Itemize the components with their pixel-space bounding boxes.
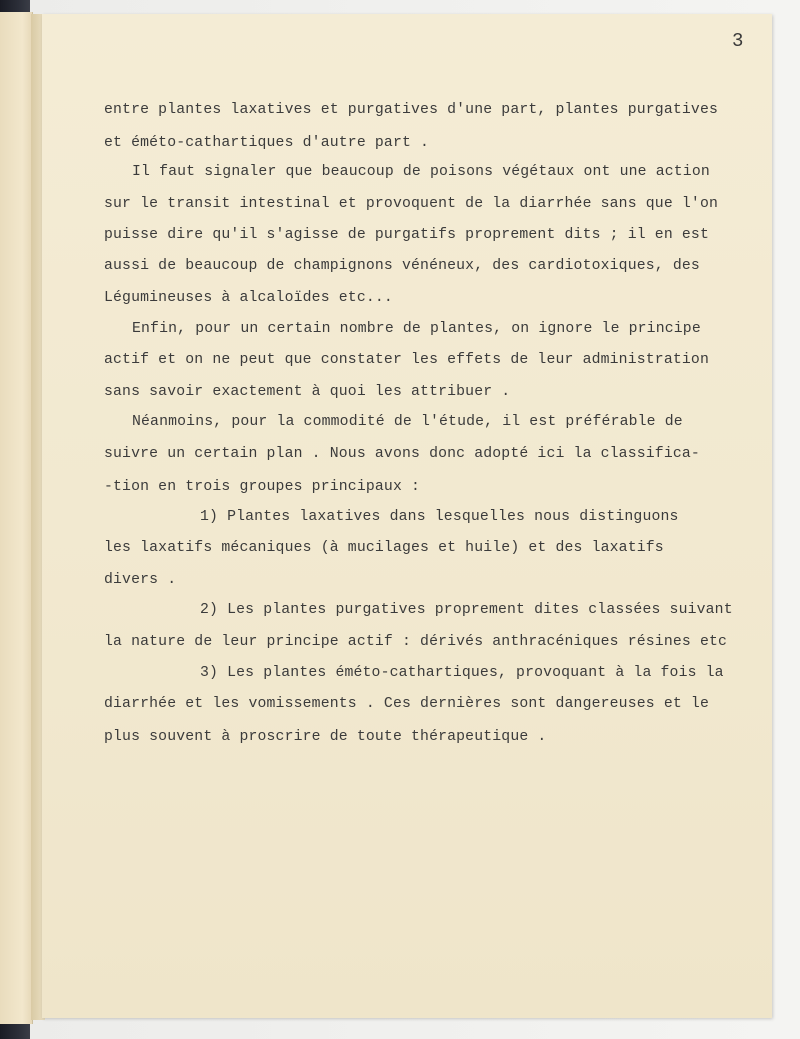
list-item-1: 1) Plantes laxatives dans lesquelles nous distinguons [200, 509, 679, 525]
text-line: divers . [104, 572, 177, 588]
text-line: aussi de beaucoup de champignons vénéneux, des cardiotoxiques, des [104, 258, 700, 274]
text-line: sur le transit intestinal et provoquent de la diarrhée sans que l'on [104, 196, 719, 212]
text-line: les laxatifs mécaniques (à mucilages et huile) et des laxatifs [104, 540, 664, 556]
document-page [42, 14, 772, 1018]
text-line: -tion en trois groupes principaux : [104, 479, 421, 495]
text-line: plus souvent à proscrire de toute thérapeutique . [104, 729, 547, 745]
text-line: suivre un certain plan . Nous avons donc adopté ici la classifica- [104, 446, 700, 462]
text-line: actif et on ne peut que constater les effets de leur administration [104, 352, 709, 368]
text-line: Il faut signaler que beaucoup de poisons végétaux ont une action [132, 164, 710, 180]
text-line: entre plantes laxatives et purgatives d'une part, plantes purgatives [104, 102, 719, 118]
text-line: sans savoir exactement à quoi les attribuer . [104, 384, 511, 400]
page-number: 3 [732, 30, 744, 52]
text-line: la nature de leur principe actif : dérivés anthracéniques résines etc [104, 634, 728, 650]
text-line: Néanmoins, pour la commodité de l'étude, il est préférable de [132, 414, 683, 430]
list-item-2: 2) Les plantes purgatives proprement dites classées suivant [200, 602, 733, 618]
list-item-3: 3) Les plantes éméto-cathartiques, provoquant à la fois la [200, 665, 724, 681]
facing-page-edge [0, 12, 33, 1024]
text-line: et éméto-cathartiques d'autre part . [104, 135, 430, 151]
text-line: Enfin, pour un certain nombre de plantes, on ignore le principe [132, 321, 701, 337]
text-line: puisse dire qu'il s'agisse de purgatifs proprement dits ; il en est [104, 227, 709, 243]
text-line: diarrhée et les vomissements . Ces dernières sont dangereuses et le [104, 696, 709, 712]
text-line: Légumineuses à alcaloïdes etc... [104, 290, 393, 306]
